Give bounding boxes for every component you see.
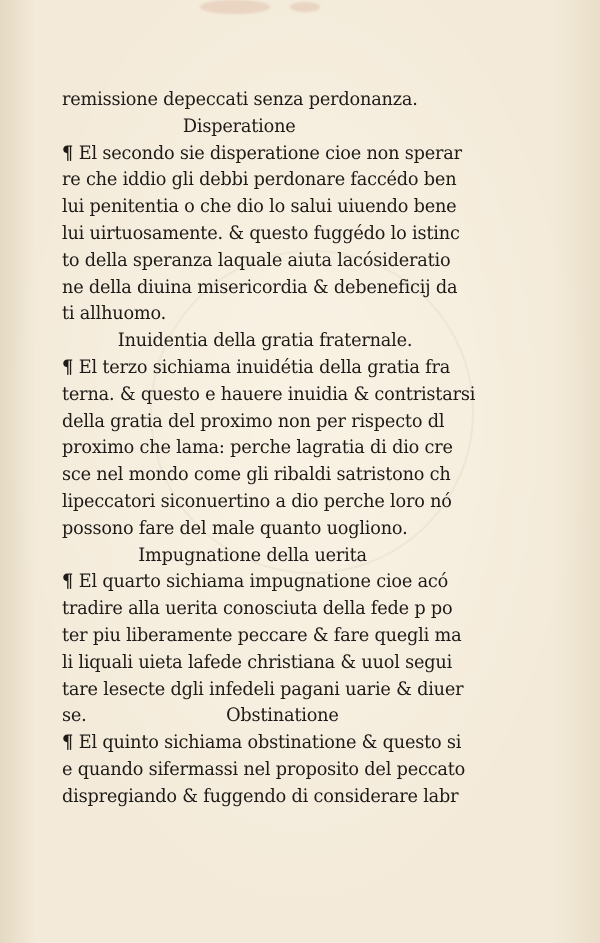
section-heading-impugnatione: Impugnatione della uerita: [138, 543, 367, 566]
paragraph-mark-icon: ¶: [62, 570, 74, 593]
text-line: remissione depeccati senza perdonanza.: [62, 88, 418, 110]
text-line-with-heading: [62, 702, 453, 729]
text-line: El secondo sie disperatione cioe non sperar: [78, 141, 462, 164]
top-stain-small: [290, 2, 320, 12]
text-line: to della speranza laquale aiuta lacósideratio: [62, 248, 451, 271]
text-line: tradire alla uerita conosciuta della fede p po: [62, 597, 453, 620]
top-stain: [200, 0, 270, 14]
text-line: possono fare del male quanto uogliono.: [62, 516, 408, 539]
text-line: sce nel mondo come gli ribaldi satristono ch: [62, 463, 451, 486]
text-line: El quarto sichiama impugnatione cioe acó: [78, 570, 449, 593]
text-line: lipeccatori siconuertino a dio perche loro nó: [62, 489, 452, 512]
text-line: tare lesecte dgli infedeli pagani uarie & diuer: [62, 677, 464, 700]
text-line: lui uirtuosamente. & questo fuggédo lo istinc: [62, 221, 460, 244]
paragraph-start: [62, 354, 453, 381]
text-line: dispregiando & fuggendo di considerare labr: [62, 784, 459, 807]
paragraph-start: [62, 140, 462, 167]
text-line: lui penitentia o che dio lo salui uiuendo bene: [62, 195, 457, 218]
text-line: ter piu liberamente peccare & fare quegli ma: [62, 623, 462, 646]
text-line: terna. & questo e hauere inuidia & contristarsi: [62, 382, 476, 405]
text-line: ti allhuomo.: [62, 302, 167, 325]
document-text: [62, 86, 476, 810]
paragraph-mark-icon: ¶: [62, 731, 74, 754]
paragraph-start: [62, 729, 462, 756]
text-line: re che iddio gli debbi perdonare faccédo ben: [62, 168, 457, 191]
text-line: El quinto sichiama obstinatione & questo si: [78, 731, 462, 754]
section-heading-disperatione: Disperatione: [182, 114, 296, 137]
text-line: ne della diuina misericordia & debeneficij da: [62, 275, 458, 298]
paragraph-mark-icon: ¶: [62, 141, 74, 164]
text-line: della gratia del proximo non per rispecto dl: [62, 409, 445, 432]
section-heading-inuidentia: Inuidentia della gratia fraternale.: [117, 329, 413, 352]
text-line: proximo che lama: perche lagratia di dio cre: [62, 436, 453, 459]
text-line: li liquali uieta lafede christiana & uuol segui: [62, 650, 453, 673]
paragraph-mark-icon: ¶: [62, 355, 74, 378]
text-line: se.: [62, 704, 87, 727]
section-heading-obstinatione: Obstinatione: [226, 704, 339, 727]
text-line: e quando sifermassi nel proposito del peccato: [62, 757, 466, 780]
paragraph-start: [62, 568, 453, 595]
text-line: El terzo sichiama inuidétia della gratia fra: [78, 355, 451, 378]
